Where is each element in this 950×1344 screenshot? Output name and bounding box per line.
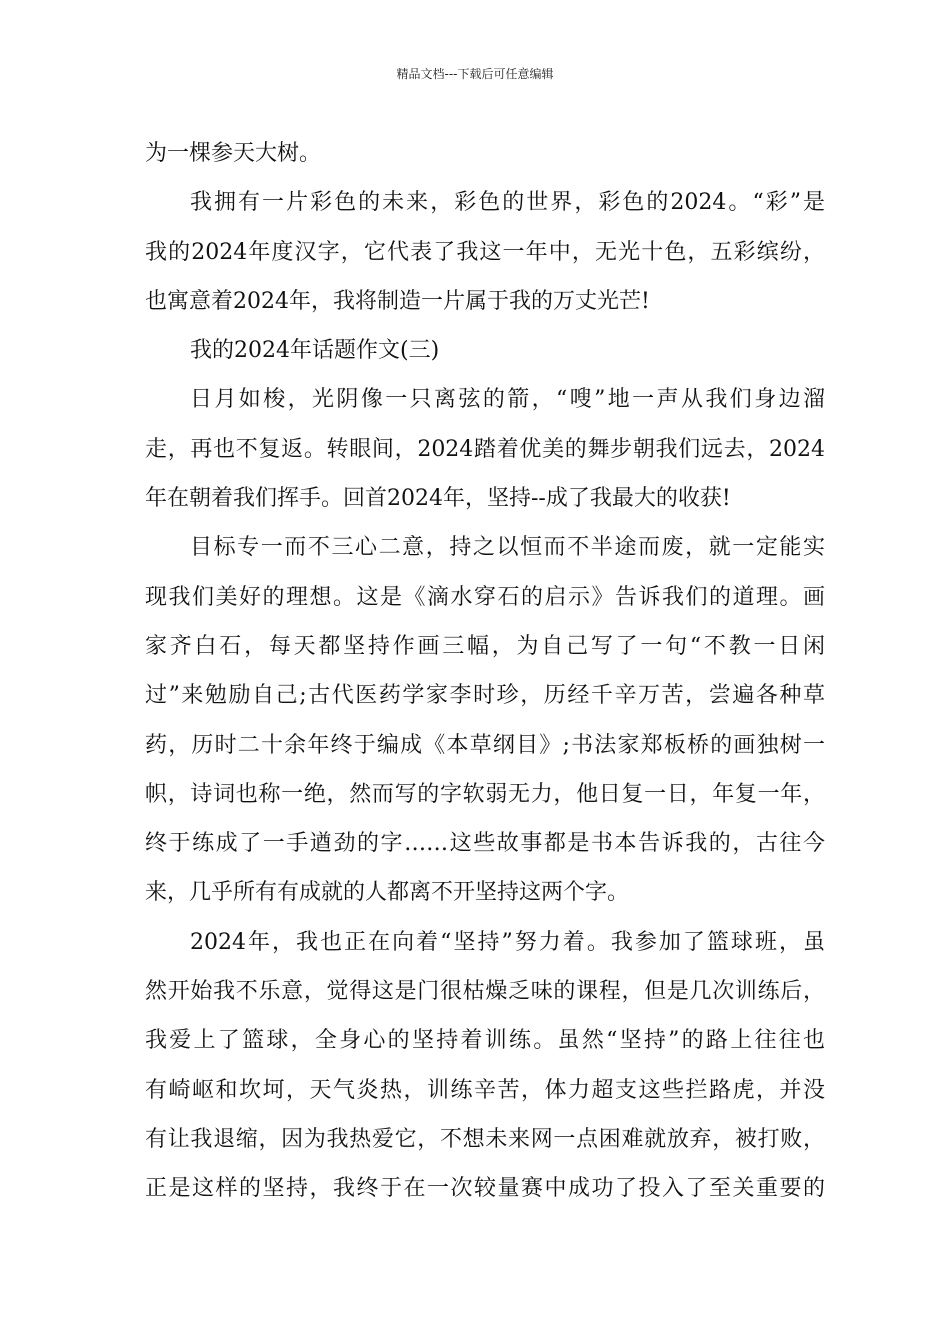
text-line: 有让我退缩，因为我热爱它，不想未来网一点困难就放弃，被打败，	[145, 1126, 825, 1152]
text-line: 终于练成了一手遒劲的字……这些故事都是书本告诉我的，古往今	[145, 831, 825, 857]
page-header: 精品文档---下载后可任意编辑	[396, 67, 554, 81]
text-line: 药，历时二十余年终于编成《本草纲目》;书法家郑板桥的画独树一	[145, 732, 825, 758]
text-line: 也寓意着2024年，我将制造一片属于我的万丈光芒!	[145, 288, 650, 314]
text-line: 年在朝着我们挥手。回首2024年，坚持--成了我最大的收获!	[145, 486, 731, 512]
text-line: 目标专一而不三心二意，持之以恒而不半途而废，就一定能实	[190, 535, 825, 561]
text-line: 家齐白石，每天都坚持作画三幅，为自己写了一句“不教一日闲	[145, 633, 825, 659]
text-line: 日月如梭，光阴像一只离弦的箭，“嗖”地一声从我们身边溜	[190, 387, 825, 413]
text-line: 有崎岖和坎坷，天气炎热，训练辛苦，体力超支这些拦路虎，并没	[145, 1077, 825, 1103]
text-line: 来，几乎所有有成就的人都离不开坚持这两个字。	[145, 880, 630, 906]
text-line: 然开始我不乐意，觉得这是门很枯燥乏味的课程，但是几次训练后，	[145, 979, 825, 1005]
text-line: 2024年，我也正在向着“坚持”努力着。我参加了篮球班，虽	[190, 929, 825, 955]
text-line: 现我们美好的理想。这是《滴水穿石的启示》告诉我们的道理。画	[145, 584, 825, 610]
document-body	[145, 129, 825, 1214]
text-line: 正是这样的坚持，我终于在一次较量赛中成功了投入了至关重要的	[145, 1176, 825, 1202]
text-line: 帜，诗词也称一绝，然而写的字软弱无力，他日复一日，年复一年，	[145, 781, 825, 807]
section-title: 我的2024年话题作文(三)	[190, 338, 440, 364]
text-line: 我的2024年度汉字，它代表了我这一年中，无光十色，五彩缤纷，	[145, 239, 825, 265]
text-line: 走，再也不复返。转眼间，2024踏着优美的舞步朝我们远去，2024	[145, 436, 825, 462]
text-line: 我拥有一片彩色的未来，彩色的世界，彩色的2024。“彩”是	[190, 190, 825, 216]
text-line: 我爱上了篮球，全身心的坚持着训练。虽然“坚持”的路上往往也	[145, 1028, 825, 1054]
text-line: 为一棵参天大树。	[145, 141, 322, 166]
text-line: 过”来勉励自己;古代医药学家李时珍，历经千辛万苦，尝遍各种草	[145, 683, 825, 709]
